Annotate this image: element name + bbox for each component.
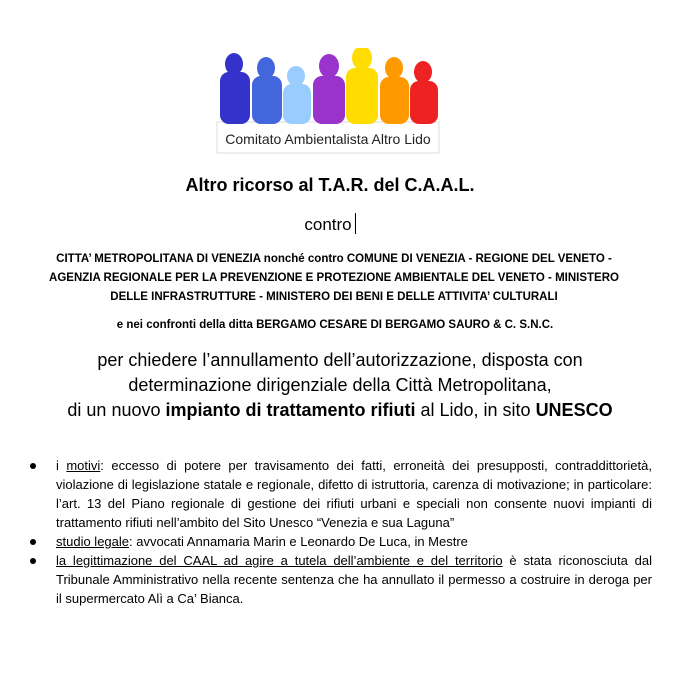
bullet-label: motivi <box>66 458 101 473</box>
figure-yellow <box>346 48 378 124</box>
purpose-line-3 <box>10 398 670 423</box>
bullet-prefix: i <box>56 458 67 473</box>
purpose-bold-impianto: impianto di trattamento rifiuti <box>165 400 416 420</box>
bullet-icon <box>30 539 36 545</box>
purpose-block <box>10 348 670 423</box>
text-cursor <box>355 213 356 234</box>
parties-line-2: AGENZIA REGIONALE PER LA PREVENZIONE E PROTEZIONE AMBIENTALE DEL VENETO - MINISTERO <box>49 272 619 284</box>
bullet-label: la legittimazione del CAAL ad agire a tutela dell’ambiente e del territorio <box>56 553 503 568</box>
bullet-label: studio legale <box>56 534 129 549</box>
figure-light-blue <box>283 66 311 124</box>
figure-orange <box>380 57 409 124</box>
purpose-text: al Lido, in sito <box>415 400 536 420</box>
purpose-bold-unesco: UNESCO <box>535 400 613 420</box>
figure-red <box>410 61 438 124</box>
list-item <box>28 456 652 532</box>
list-item <box>28 551 652 608</box>
purpose-line-1: per chiedere l’annullamento dell’autorizzazione, disposta con <box>97 350 583 370</box>
list-item <box>28 532 652 551</box>
purpose-text: di un nuovo <box>67 400 166 420</box>
parties-line-1: CITTA’ METROPOLITANA DI VENEZIA nonché contro COMUNE DI VENEZIA - REGIONE DEL VENETO - <box>56 253 612 265</box>
confronti-line: e nei confronti della ditta BERGAMO CESARE DI BERGAMO SAURO & C. S.N.C. <box>116 319 554 331</box>
logo-caption: Comitato Ambientalista Altro Lido <box>225 131 431 147</box>
contro-line <box>0 213 660 235</box>
purpose-line-2: determinazione dirigenziale della Città Metropolitana, <box>128 375 552 395</box>
logo <box>216 48 440 154</box>
contro-text: contro <box>304 215 352 234</box>
bullet-icon <box>30 463 36 469</box>
figure-blue <box>220 53 250 124</box>
parties-line-3: DELLE INFRASTRUTTURE - MINISTERO DEI BENI E DELLE ATTIVITA’ CULTURALI <box>110 291 558 303</box>
page-title: Altro ricorso al T.A.R. del C.A.A.L. <box>185 175 475 195</box>
figure-mid-blue <box>252 57 282 124</box>
bullet-list <box>28 456 652 608</box>
bullet-text: : eccesso di potere per travisamento dei fatti, erroneità dei presupposti, contraddittorietà, violazione di legislazione statale e regionale, difetto di istruttoria, carenza di motivazione; in particolare: l’art. 13 del Piano regionale di gestione dei rifiuti urbani e speciali non consente nuovi impianti di trattamento rifiuti nell’ambito del Sito Unesco “Venezia e sua Laguna” <box>56 458 652 530</box>
figure-purple <box>313 54 345 124</box>
bullet-icon <box>30 558 36 564</box>
bullet-text: è stata riconosciuta dal Tribunale Amministrativo nella recente sentenza che ha annullato il permesso a costruire in deroga per il supermercato Alì a Ca’ Bianca. <box>56 553 653 606</box>
parties-block <box>18 250 650 307</box>
bullet-text: : avvocati Annamaria Marin e Leonardo De Luca, in Mestre <box>129 534 468 549</box>
